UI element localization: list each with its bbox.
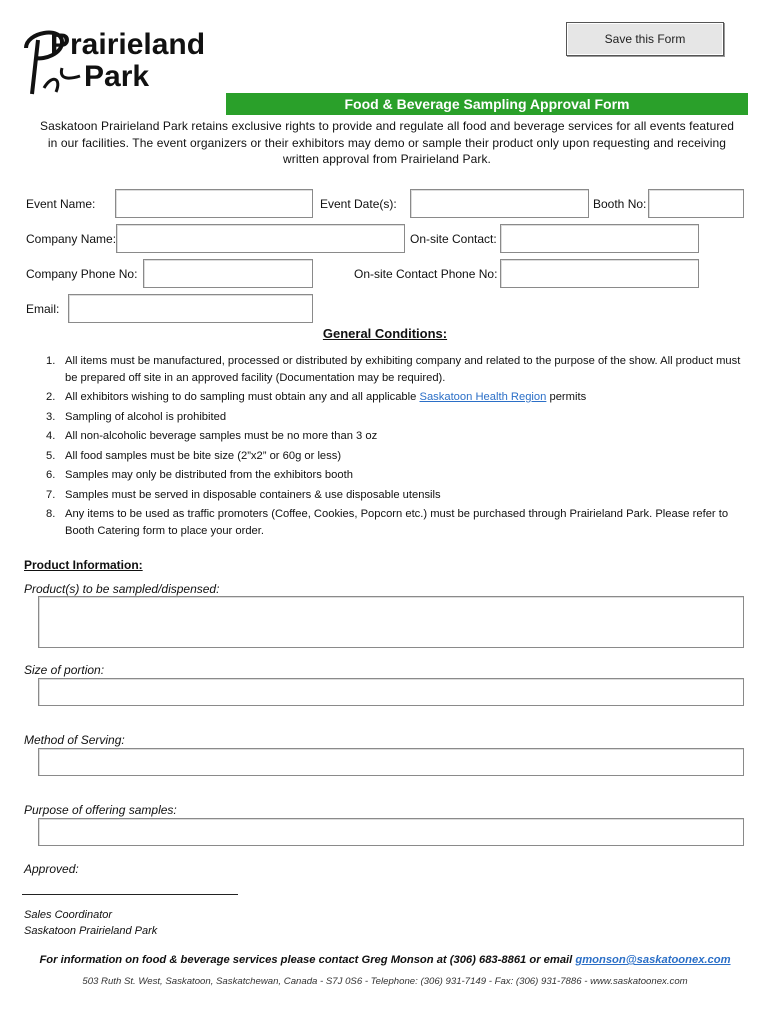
list-item: 1. All items must be manufactured, processed or distributed by exhibiting company and related to the purpose of the show. All product must be prepared off site in an approved facility (Documentation may be required). xyxy=(46,355,741,384)
intro-line: Saskatoon Prairieland Park retains exclusive rights to provide and regulate all food and beverage services for all events featured xyxy=(39,119,735,133)
address-footer: 503 Ruth St. West, Saskatoon, Saskatchewan, Canada - S7J 0S6 - Telephone: (306) 931-7149 - Fax: (306) 931-7886 - www.saskatoonex.com xyxy=(82,976,688,987)
intro-line: written approval from Prairieland Park. xyxy=(283,152,491,166)
logo-line1: Prairieland xyxy=(50,28,206,61)
logo-line2: Park xyxy=(84,60,150,93)
general-conditions-title: General Conditions: xyxy=(322,326,448,341)
company-phone-input[interactable] xyxy=(143,259,313,288)
save-form-button[interactable]: Save this Form xyxy=(566,22,724,56)
products-input[interactable] xyxy=(38,596,744,648)
logo-graphic xyxy=(22,18,222,110)
onsite-phone-label: On-site Contact Phone No: xyxy=(354,267,498,281)
contact-email-link[interactable]: gmonson@saskatoonex.com xyxy=(575,954,731,966)
portion-input[interactable] xyxy=(38,678,744,706)
signature-block xyxy=(24,907,157,939)
company-phone-label: Company Phone No: xyxy=(26,267,138,281)
list-item: 8. Any items to be used as traffic promoters (Coffee, Cookies, Popcorn etc.) must be purchased through Prairieland Park. Please refer to Booth Catering form to place your order. xyxy=(46,508,729,537)
list-item: 2. All exhibitors wishing to do sampling must obtain any and all applicable Saskatoon Health Region permits xyxy=(46,391,587,403)
method-input[interactable] xyxy=(38,748,744,776)
onsite-phone-input[interactable] xyxy=(500,259,699,288)
email-input[interactable] xyxy=(68,294,313,323)
event-name-input[interactable] xyxy=(115,189,313,218)
signature-title: Sales Coordinator xyxy=(24,909,113,921)
list-item: 4. All non-alcoholic beverage samples must be no more than 3 oz xyxy=(46,430,378,442)
intro-paragraph xyxy=(22,118,752,168)
email-label: Email: xyxy=(26,302,60,316)
list-item: 7. Samples must be served in disposable containers & use disposable utensils xyxy=(46,488,441,501)
event-dates-label: Event Date(s): xyxy=(320,197,397,211)
approved-label: Approved: xyxy=(24,862,79,876)
event-dates-input[interactable] xyxy=(410,189,589,218)
purpose-label: Purpose of offering samples: xyxy=(24,803,177,817)
onsite-contact-label: On-site Contact: xyxy=(410,232,497,246)
prairieland-park-logo xyxy=(22,18,222,110)
list-item: 6. Samples may only be distributed from the exhibitors booth xyxy=(46,469,353,481)
booth-no-label: Booth No: xyxy=(593,197,647,211)
signature-org: Saskatoon Prairieland Park xyxy=(24,925,158,937)
contact-info: For information on food & beverage services please contact Greg Monson at (306) 683-8861 or email gmonson@saskatoonex.com xyxy=(39,954,731,966)
list-item: 5. All food samples must be bite size (2”x2” or 60g or less) xyxy=(46,449,342,462)
health-region-link[interactable]: Saskatoon Health Region xyxy=(419,391,547,403)
conditions-list xyxy=(26,353,748,542)
intro-line: in our facilities. The event organizers or their exhibitors may demo or sample their product only upon requesting and receiving xyxy=(47,135,727,150)
products-label: Product(s) to be sampled/dispensed: xyxy=(24,582,220,596)
list-item: 3. Sampling of alcohol is prohibited xyxy=(46,410,227,423)
company-name-input[interactable] xyxy=(116,224,405,253)
onsite-contact-input[interactable] xyxy=(500,224,699,253)
company-name-label: Company Name: xyxy=(26,232,117,246)
booth-no-input[interactable] xyxy=(648,189,744,218)
purpose-input[interactable] xyxy=(38,818,744,846)
portion-label: Size of portion: xyxy=(24,663,105,677)
method-label: Method of Serving: xyxy=(24,733,125,747)
form-title: Food & Beverage Sampling Approval Form xyxy=(226,93,748,115)
product-info-title: Product Information: xyxy=(24,558,143,572)
event-name-label: Event Name: xyxy=(26,197,96,211)
signature-line xyxy=(22,894,238,895)
